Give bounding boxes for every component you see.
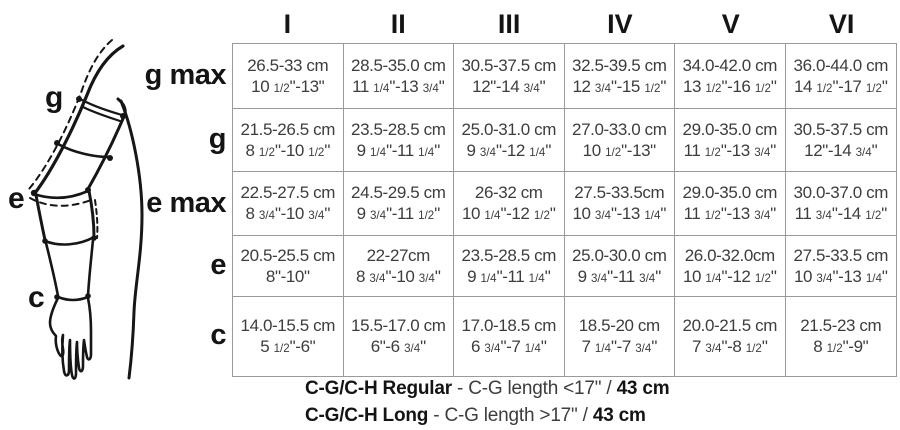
- inch-range: 10 3/4"-13 1/4": [572, 204, 667, 223]
- fraction: 3/4: [591, 272, 608, 285]
- fraction: 1/2: [644, 82, 661, 95]
- cm-range: 23.5-28.5 cm: [351, 119, 446, 139]
- cell-e-I: [233, 236, 344, 297]
- inch-range: 8"-10": [265, 266, 310, 286]
- diagram-label-e: e: [8, 182, 25, 215]
- inch-range: 9 1/4"-11 1/4": [467, 266, 551, 286]
- c-measure-line: [58, 297, 88, 300]
- cm-range: 28.5-35.0 cm: [351, 55, 446, 75]
- cm-range: 26.5-33 cm: [247, 55, 329, 75]
- fraction: 3/4: [855, 146, 872, 159]
- inch-range: 8 3/4"-10 3/4": [245, 204, 330, 223]
- cell-c-V: [675, 297, 786, 376]
- length-note: [305, 375, 669, 429]
- length-spec: - C-G length <17" /: [451, 378, 617, 399]
- inch-range: 8 3/4"-10 3/4": [356, 266, 441, 286]
- fraction: 1/2: [258, 146, 275, 159]
- cell-e-max-II: [344, 172, 455, 236]
- inch-range: 6 3/4"-7 1/4": [471, 337, 547, 356]
- cell-g-III: [454, 109, 565, 172]
- row-label-c: c: [210, 319, 226, 351]
- fraction: 3/4: [523, 82, 540, 95]
- fraction: 3/4: [754, 146, 771, 159]
- inch-range: 10 1/2"-13": [251, 76, 325, 96]
- fraction: 1/2: [865, 82, 882, 95]
- cm-range: 34.0-42.0 cm: [682, 55, 777, 75]
- fraction: 1/2: [273, 343, 290, 355]
- cell-e-II: [344, 236, 455, 297]
- cm-range: 25.0-31.0 cm: [461, 119, 556, 139]
- fraction: 1/2: [705, 82, 722, 95]
- cell-g-IV: [565, 109, 676, 172]
- cm-range: 32.5-39.5 cm: [572, 55, 667, 75]
- inch-range: 10 1/2"-13": [582, 140, 656, 160]
- row-label-g-max: g max: [144, 59, 226, 91]
- size-table: [232, 5, 897, 377]
- fraction: 1/4: [418, 146, 435, 159]
- cm-range: 21.5-23 cm: [800, 316, 882, 336]
- fraction: 1/4: [484, 210, 501, 222]
- cell-e-V: [675, 236, 786, 297]
- cell-c-I: [233, 297, 344, 376]
- cm-range: 20.0-21.5 cm: [682, 316, 777, 336]
- fraction: 1/4: [528, 272, 545, 285]
- inch-range: 11 1/4"-13 3/4": [352, 76, 445, 96]
- inch-range: 14 1/2"-17 1/2": [793, 76, 888, 96]
- cell-g-max-VI: [786, 44, 897, 109]
- length-cm: 43 cm: [616, 378, 670, 399]
- cm-range: 30.0-37.0 cm: [793, 183, 888, 203]
- cm-range: 17.0-18.5 cm: [461, 316, 556, 336]
- cell-e-max-I: [233, 172, 344, 236]
- fraction: 3/4: [418, 272, 435, 285]
- fraction: 1/4: [370, 146, 387, 159]
- fraction: 1/4: [529, 146, 546, 159]
- cm-range: 23.5-28.5 cm: [461, 245, 556, 265]
- inch-range: 9 1/4"-11 1/4": [356, 140, 440, 160]
- inch-range: 7 1/4"-7 3/4": [581, 337, 657, 356]
- cm-range: 15.5-17.0 cm: [351, 316, 446, 336]
- cell-e-max-VI: [786, 172, 897, 236]
- length-spec: - C-G length >17" /: [428, 405, 593, 426]
- style-name: C-G/C-H Regular: [305, 378, 452, 399]
- row-label-e: e: [210, 249, 226, 281]
- inch-range: 9 3/4"-11 1/2": [356, 204, 440, 223]
- cm-range: 26-32 cm: [474, 183, 543, 203]
- inch-range: 5 1/2"-6": [260, 337, 316, 356]
- cell-g-max-V: [675, 44, 786, 109]
- table-body: [232, 43, 897, 377]
- fraction: 3/4: [369, 272, 386, 285]
- cm-range: 21.5-26.5 cm: [240, 119, 335, 139]
- column-header-I: I: [283, 8, 292, 39]
- fraction: 3/4: [635, 343, 652, 355]
- cell-c-VI: [786, 297, 897, 376]
- forearm-right-edge: [88, 240, 93, 296]
- inch-range: 12"-14 3/4": [804, 140, 878, 160]
- fraction: 3/4: [705, 343, 722, 355]
- fraction: 1/2: [273, 82, 290, 95]
- cm-range: 25.0-30.0 cm: [572, 245, 667, 265]
- cm-range: 30.5-37.5 cm: [461, 55, 556, 75]
- cell-e-IV: [565, 236, 676, 297]
- cm-range: 22-27cm: [366, 245, 430, 265]
- cell-c-III: [454, 297, 565, 376]
- cm-range: 18.5-20 cm: [578, 316, 660, 336]
- fraction: 1/2: [418, 210, 435, 222]
- fraction: 1/2: [816, 82, 833, 95]
- forearm-sleeve-right: [89, 191, 94, 237]
- cm-range: 27.5-33.5cm: [574, 183, 665, 203]
- inch-range: 10 1/4"-12 1/2": [461, 204, 556, 223]
- column-header-IV: IV: [607, 8, 633, 39]
- cell-e-max-V: [675, 172, 786, 236]
- inch-range: 12"-14 3/4": [472, 76, 546, 96]
- cm-range: 20.5-25.5 cm: [240, 245, 335, 265]
- cell-g-max-I: [233, 44, 344, 109]
- cell-c-II: [344, 297, 455, 376]
- fraction: 1/4: [865, 272, 882, 285]
- inch-range: 10 3/4"-13 1/4": [793, 266, 888, 286]
- fraction: 1/2: [754, 272, 771, 285]
- fraction: 3/4: [639, 272, 656, 285]
- fraction: 1/2: [308, 146, 325, 159]
- column-header-VI: VI: [828, 8, 855, 39]
- cell-g-VI: [786, 109, 897, 172]
- cm-range: 26.0-32.0cm: [684, 245, 775, 265]
- inch-range: 11 3/4"-14 1/2": [794, 204, 887, 223]
- fraction: 1/4: [524, 343, 541, 355]
- style-name: C-G/C-H Long: [305, 405, 429, 426]
- inch-range: 6"-6 3/4": [370, 337, 426, 356]
- fraction: 3/4: [754, 210, 771, 222]
- e-measure-line: [34, 191, 88, 198]
- cm-range: 27.5-33.5 cm: [793, 245, 888, 265]
- column-header-II: II: [390, 8, 406, 39]
- fraction: 3/4: [594, 210, 611, 222]
- forearm-left-edge: [46, 243, 58, 296]
- row-label-g: g: [208, 123, 226, 155]
- cell-g-I: [233, 109, 344, 172]
- inch-range: 10 1/4"-12 1/2": [682, 266, 777, 286]
- cell-g-max-III: [454, 44, 565, 109]
- cm-range: 24.5-29.5 cm: [351, 183, 446, 203]
- fraction: 1/2: [704, 210, 721, 222]
- fraction: 3/4: [404, 343, 421, 355]
- fraction: 1/4: [480, 272, 497, 285]
- cell-g-II: [344, 109, 455, 172]
- fraction: 1/2: [605, 146, 622, 159]
- row-label-column: [96, 43, 226, 375]
- column-header-III: III: [497, 8, 521, 39]
- cell-g-V: [675, 109, 786, 172]
- inch-range: 8 1/2"-9": [813, 337, 869, 356]
- fraction: 1/4: [373, 82, 390, 95]
- cell-e-max-IV: [565, 172, 676, 236]
- fraction: 3/4: [815, 210, 832, 222]
- cell-e-max-III: [454, 172, 565, 236]
- fraction: 1/2: [533, 210, 550, 222]
- inch-range: 11 1/2"-13 3/4": [683, 140, 776, 160]
- fraction: 1/2: [704, 146, 721, 159]
- cell-e-VI: [786, 236, 897, 297]
- fraction: 1/4: [594, 343, 611, 355]
- fraction: 1/4: [644, 210, 661, 222]
- cell-c-IV: [565, 297, 676, 376]
- column-header-V: V: [721, 8, 740, 39]
- cm-range: 29.0-35.0 cm: [682, 183, 777, 203]
- cm-range: 27.0-33.0 cm: [572, 119, 667, 139]
- cell-g-max-IV: [565, 44, 676, 109]
- fraction: 3/4: [594, 82, 611, 95]
- fraction: 1/2: [865, 210, 882, 222]
- fraction: 3/4: [816, 272, 833, 285]
- fraction: 1/2: [745, 343, 762, 355]
- fraction: 3/4: [370, 210, 387, 222]
- fraction: 3/4: [484, 343, 501, 355]
- fraction: 3/4: [479, 146, 496, 159]
- inch-range: 9 3/4"-11 3/4": [577, 266, 661, 286]
- cm-range: 30.5-37.5 cm: [793, 119, 888, 139]
- hand-outline: [50, 298, 91, 379]
- fraction: 3/4: [258, 210, 275, 222]
- cell-e-III: [454, 236, 565, 297]
- inch-range: 7 3/4"-8 1/2": [692, 337, 768, 356]
- inch-range: 11 1/2"-13 3/4": [683, 204, 776, 223]
- inch-range: 12 3/4"-15 1/2": [572, 76, 667, 96]
- fraction: 1/2: [754, 82, 771, 95]
- inch-range: 8 1/2"-10 1/2": [245, 140, 330, 160]
- sleeve-end-line: [45, 237, 94, 244]
- fraction: 1/2: [826, 343, 843, 355]
- fraction: 3/4: [422, 82, 439, 95]
- diagram-label-g: g: [45, 81, 64, 114]
- cell-g-max-II: [344, 44, 455, 109]
- diagram-label-c: c: [28, 281, 45, 314]
- cm-range: 22.5-27.5 cm: [240, 183, 335, 203]
- row-label-e-max: e max: [146, 186, 226, 219]
- table-header-row: [232, 5, 897, 43]
- cm-range: 29.0-35.0 cm: [682, 119, 777, 139]
- inch-range: 13 1/2"-16 1/2": [682, 76, 777, 96]
- cm-range: 36.0-44.0 cm: [793, 55, 888, 75]
- inch-range: 9 3/4"-12 1/4": [466, 140, 551, 160]
- fraction: 3/4: [308, 210, 325, 222]
- length-cm: 43 cm: [592, 405, 646, 426]
- length-note-line-1: [305, 375, 669, 402]
- fraction: 1/4: [705, 272, 722, 285]
- length-note-line-2: [305, 402, 669, 429]
- cm-range: 14.0-15.5 cm: [240, 316, 335, 336]
